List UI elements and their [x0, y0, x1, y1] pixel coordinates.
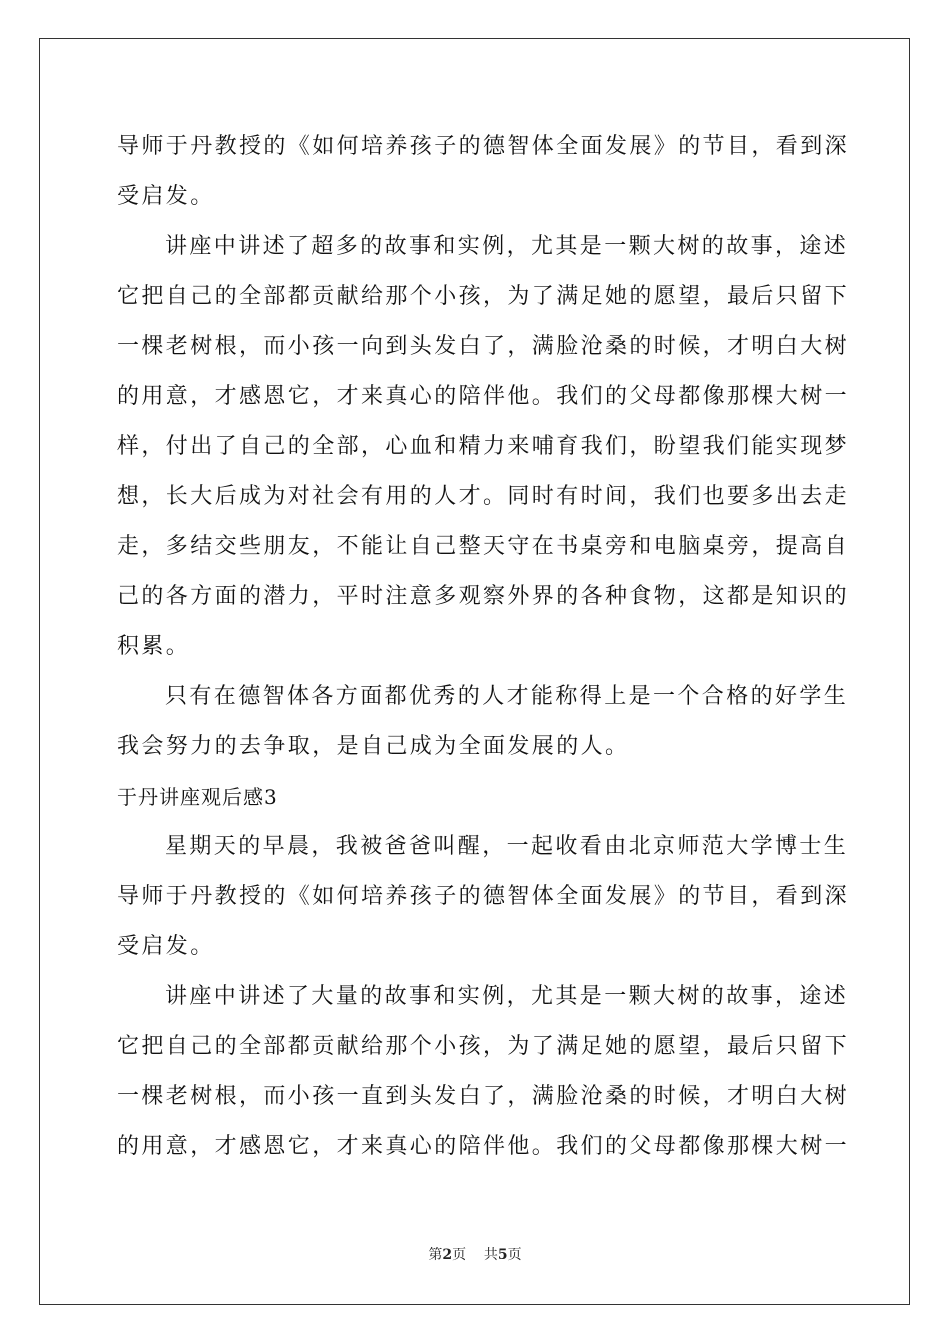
total-count: 5	[497, 1247, 508, 1263]
total-suffix: 页	[507, 1247, 522, 1263]
paragraph-start-line: 只有在德智体各方面都优秀的人才能称得上是一个合格的好学生	[165, 684, 849, 709]
paragraph-start-line: 星期天的早晨，我被爸爸叫醒，一起收看由北京师范大学博士生	[165, 834, 849, 859]
text-line: 想，长大后成为对社会有用的人才。同时有时间，我们也要多出去走	[117, 484, 850, 509]
section-heading: 于丹讲座观后感3	[117, 785, 278, 809]
text-line: 受启发。	[117, 934, 215, 959]
paragraph-start-line: 讲座中讲述了超多的故事和实例，尤其是一颗大树的故事，途述	[165, 234, 849, 259]
page-prefix: 第	[428, 1247, 443, 1263]
page-current: 2	[442, 1247, 453, 1263]
text-line: 导师于丹教授的《如何培养孩子的德智体全面发展》的节目，看到深	[117, 884, 850, 909]
text-line: 它把自己的全部都贡献给那个小孩，为了满足她的愿望，最后只留下	[117, 1034, 850, 1059]
text-line: 它把自己的全部都贡献给那个小孩，为了满足她的愿望，最后只留下	[117, 284, 850, 309]
text-line: 走，多结交些朋友，不能让自己整天守在书桌旁和电脑桌旁，提高自	[117, 534, 850, 559]
text-line: 的用意，才感恩它，才来真心的陪伴他。我们的父母都像那棵大树一	[117, 384, 850, 409]
text-line: 一棵老树根，而小孩一向到头发白了，满脸沧桑的时候，才明白大树	[117, 334, 850, 359]
page-border	[39, 38, 910, 1305]
text-line: 我会努力的去争取，是自己成为全面发展的人。	[117, 734, 630, 759]
total-pages	[484, 1247, 522, 1263]
text-line: 积累。	[117, 634, 191, 659]
text-line: 导师于丹教授的《如何培养孩子的德智体全面发展》的节目，看到深	[117, 134, 850, 159]
page-footer	[0, 1245, 950, 1265]
total-prefix: 共	[483, 1247, 498, 1263]
text-line: 受启发。	[117, 184, 215, 209]
text-line: 样，付出了自己的全部，心血和精力来哺育我们，盼望我们能实现梦	[117, 434, 850, 459]
paragraph-start-line: 讲座中讲述了大量的故事和实例，尤其是一颗大树的故事，途述	[165, 984, 849, 1009]
text-line: 的用意，才感恩它，才来真心的陪伴他。我们的父母都像那棵大树一	[117, 1134, 850, 1159]
text-line: 一棵老树根，而小孩一直到头发白了，满脸沧桑的时候，才明白大树	[117, 1084, 850, 1109]
text-line: 己的各方面的潜力，平时注意多观察外界的各种食物，这都是知识的	[117, 584, 850, 609]
page-suffix: 页	[452, 1247, 467, 1263]
page-number	[428, 1247, 466, 1263]
